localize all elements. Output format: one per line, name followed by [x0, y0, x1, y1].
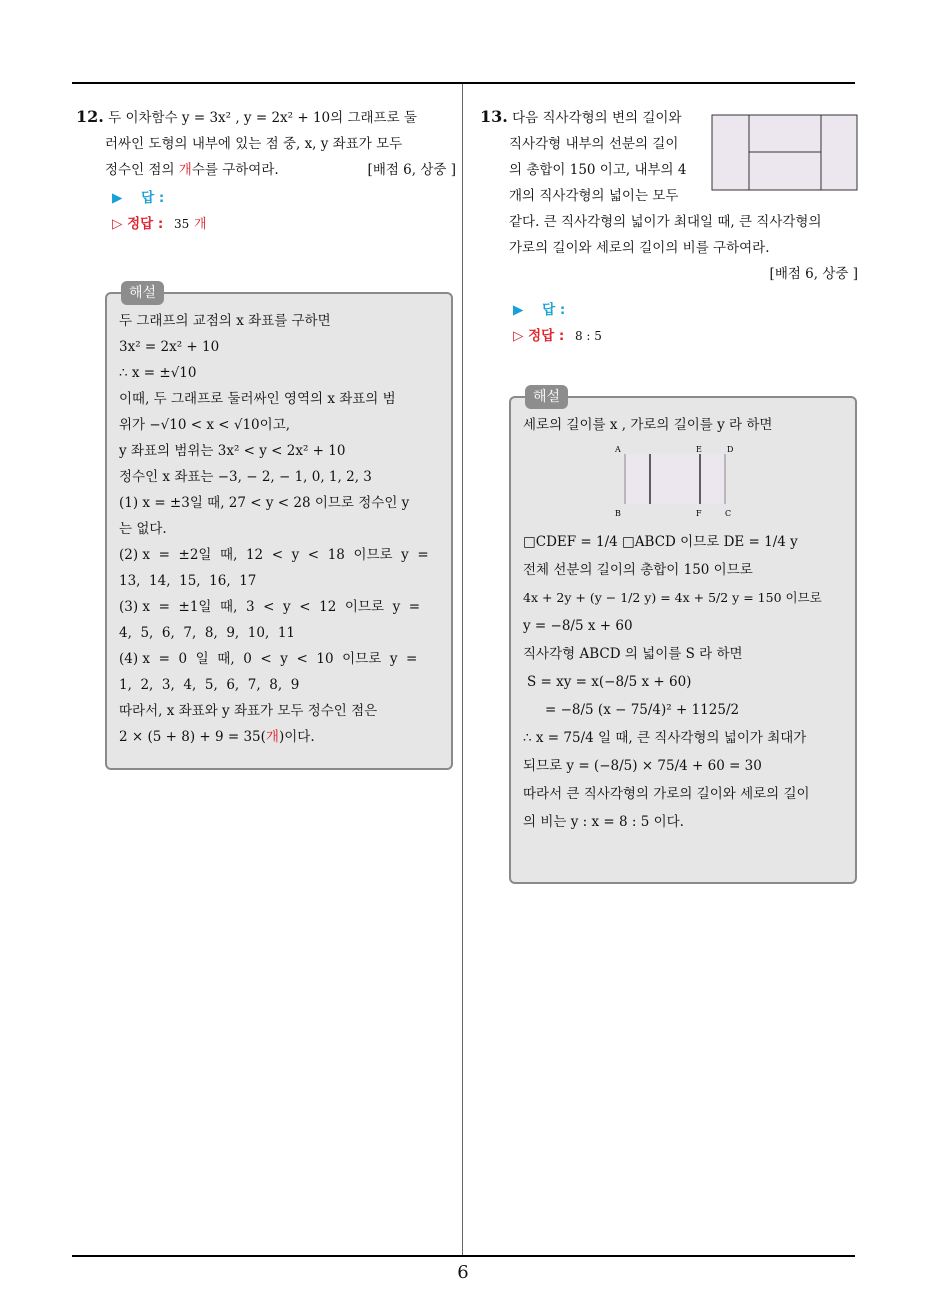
q13-number: 13.	[480, 107, 508, 126]
solution-line: 두 그래프의 교점의 x 좌표를 구하면	[119, 313, 331, 329]
q12-solution-list	[119, 308, 439, 750]
solution-line: 4x + 2y + (y − 1/2 y) = 4x + 5/2 y = 150 이므로	[523, 590, 822, 605]
solution-line: (4) x = 0 일 때, 0 < y < 10 이므로 y =	[119, 651, 418, 667]
solution-line: y = −8/5 x + 60	[523, 618, 633, 634]
q12-correct	[76, 211, 456, 238]
solution-line: S = xy = x(−8/5 x + 60)	[527, 674, 692, 690]
solution-line: 1, 2, 3, 4, 5, 6, 7, 8, 9	[119, 677, 300, 693]
solution-line: 전체 선분의 길이의 총합이 150 이므로	[523, 562, 753, 578]
question-12	[76, 104, 456, 238]
solution-line: ∴ x = ±√10	[119, 365, 197, 381]
q12-text-line2: 러싸인 도형의 내부에 있는 점 중, x, y 좌표가 모두	[105, 136, 403, 152]
q12-number: 12.	[76, 107, 104, 126]
play-outline-icon: ▷	[112, 216, 123, 232]
solution-line: 정수인 x 좌표는 −3, − 2, − 1, 0, 1, 2, 3	[119, 469, 372, 485]
q13-correct	[480, 323, 858, 349]
solution-last-b: )이다.	[278, 729, 315, 745]
solution-line: y 좌표의 범위는 3x² < y < 2x² + 10	[119, 443, 346, 459]
solution-line: 는 없다.	[119, 521, 167, 537]
q12-line3	[76, 157, 456, 183]
label-B: B	[615, 509, 621, 518]
label-D: D	[727, 445, 734, 454]
q12-text-line1: 두 이차함수 y = 3x² , y = 2x² + 10의 그래프로 둘	[108, 110, 417, 126]
solution-line: (2) x = ±2일 때, 12 < y < 18 이므로 y =	[119, 547, 429, 563]
solution-line: 따라서, x 좌표와 y 좌표가 모두 정수인 점은	[119, 703, 378, 719]
solution-line: = −8/5 (x − 75/4)² + 1125/2	[545, 702, 740, 718]
q13-solution-box	[509, 389, 857, 884]
solution-line: 이때, 두 그래프로 둘러싸인 영역의 x 좌표의 범	[119, 391, 396, 407]
solution-line: 따라서 큰 직사각형의 가로의 길이와 세로의 길이	[523, 786, 810, 802]
solution-line: 직사각형 ABCD 의 넓이를 S 라 하면	[523, 646, 743, 662]
q12-text-line3-red: 개	[178, 162, 192, 178]
q12-text-line3a: 정수인 점의	[105, 162, 179, 178]
q13-text-line: 직사각형 내부의 선분의 길이	[509, 136, 679, 152]
solution-line: (3) x = ±1일 때, 3 < y < 12 이므로 y =	[119, 599, 421, 615]
q13-correct-label: 정답 :	[528, 328, 565, 344]
solution-line: □CDEF = 1/4 □ABCD 이므로 DE = 1/4 y	[523, 534, 798, 550]
q13-solution-figure	[613, 444, 753, 520]
play-icon: ▶	[513, 302, 524, 318]
q13-solution-intro: 세로의 길이를 x , 가로의 길이를 y 라 하면	[523, 417, 773, 433]
solution-line: 4, 5, 6, 7, 8, 9, 10, 11	[119, 625, 296, 641]
q13-correct-value: 8 : 5	[574, 329, 602, 343]
label-A: A	[615, 445, 621, 454]
label-C: C	[725, 509, 732, 518]
q13-text-line: 같다. 큰 직사각형의 넓이가 최대일 때, 큰 직사각형의	[509, 214, 822, 230]
q12-meta: [배점 6, 상중 ]	[367, 162, 456, 178]
q13-text-line: 가로의 길이와 세로의 길이의 비를 구하여라.	[509, 240, 770, 256]
label-F: F	[696, 509, 702, 518]
q13-solution-math	[523, 528, 843, 836]
solution-line: 13, 14, 15, 16, 17	[119, 573, 257, 589]
q12-solution-tag: 해설	[121, 281, 164, 305]
q13-rectangle-figure	[711, 114, 859, 192]
q13-text-line: 다음 직사각형의 변의 길이와	[512, 110, 682, 126]
solution-last-line	[119, 724, 439, 750]
q13-solution-tag: 해설	[525, 385, 568, 409]
q12-correct-value: 35	[173, 217, 190, 231]
q12-text-line3b: 수를 구하여라.	[191, 162, 279, 178]
q12-solution-box	[105, 285, 453, 770]
solution-last-red: 개	[265, 729, 279, 745]
play-outline-icon: ▷	[513, 328, 524, 344]
q13-answer	[480, 297, 858, 323]
play-icon: ▶	[112, 190, 123, 206]
q13-meta: [배점 6, 상중 ]	[769, 266, 858, 282]
q13-text-line: 의 총합이 150 이고, 내부의 4	[509, 162, 687, 178]
solution-line: 위가 −√10 < x < √10이고,	[119, 417, 291, 433]
page-number: 6	[457, 1262, 469, 1283]
q12-answer-label: 답 :	[141, 190, 165, 206]
solution-line: ∴ x = 75/4 일 때, 큰 직사각형의 넓이가 최대가	[523, 730, 807, 746]
label-E: E	[696, 445, 702, 454]
bottom-rule	[72, 1255, 855, 1257]
q13-text-line: 개의 직사각형의 넓이는 모두	[509, 188, 679, 204]
q12-answer	[76, 185, 456, 211]
solution-line: 3x² = 2x² + 10	[119, 339, 220, 355]
q12-correct-unit: 개	[193, 217, 207, 232]
solution-line: 의 비는 y : x = 8 : 5 이다.	[523, 814, 684, 830]
solution-last-a: 2 × (5 + 8) + 9 = 35(	[119, 729, 266, 745]
solution-line: 되므로 y = (−8/5) × 75/4 + 60 = 30	[523, 758, 762, 774]
column-divider	[462, 84, 463, 1256]
q13-answer-label: 답 :	[542, 302, 566, 318]
top-rule	[72, 82, 855, 84]
q12-correct-label: 정답 :	[127, 216, 164, 232]
solution-line: (1) x = ±3일 때, 27 < y < 28 이므로 정수인 y	[119, 495, 410, 511]
q12-line1	[76, 104, 456, 131]
